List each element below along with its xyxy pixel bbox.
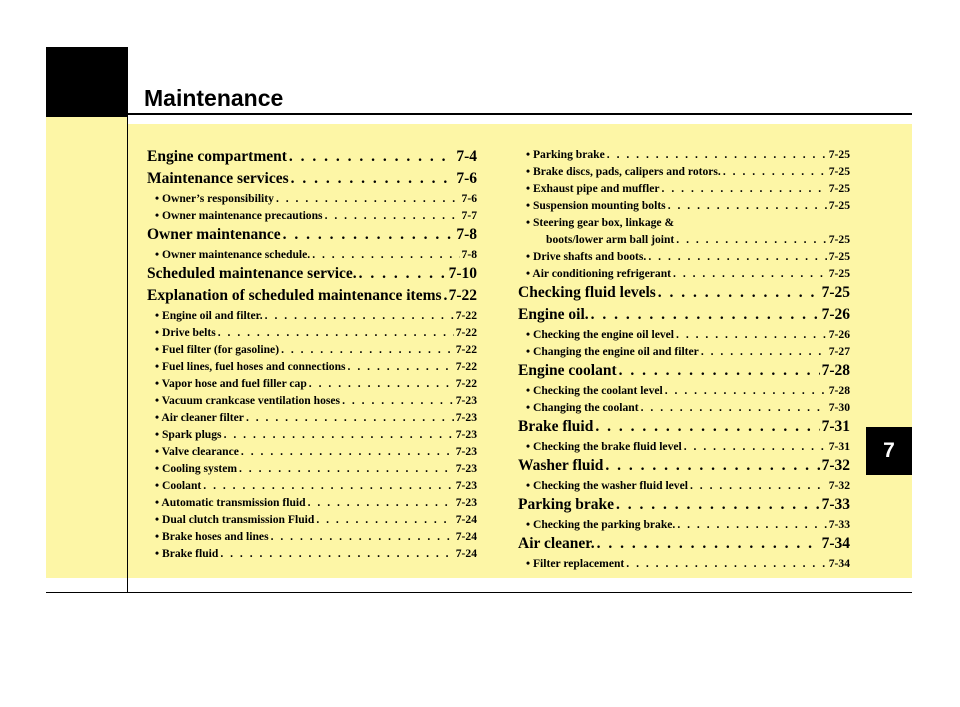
toc-entry-label: • Vapor hose and fuel filler cap xyxy=(155,377,307,390)
toc-entry[interactable] xyxy=(518,304,850,326)
toc-page-number: 7-34 xyxy=(828,557,850,570)
toc-page-number: 7-23 xyxy=(455,496,477,509)
toc-page-number: 7-25 xyxy=(828,165,850,178)
dot-leader xyxy=(626,555,826,572)
dot-leader xyxy=(316,511,453,528)
toc-subentry[interactable] xyxy=(147,307,477,324)
toc-entry[interactable] xyxy=(147,263,477,285)
toc-entry-label: Scheduled maintenance service. xyxy=(147,265,357,282)
toc-page-number: 7-31 xyxy=(821,418,850,435)
toc-entry-label: Explanation of scheduled maintenance items xyxy=(147,287,442,304)
toc-entry-label: • Coolant xyxy=(155,479,202,492)
dot-leader xyxy=(246,409,454,426)
toc-subentry[interactable] xyxy=(147,207,477,224)
toc-entry-label: Maintenance services xyxy=(147,170,289,187)
toc-page-number: 7-33 xyxy=(821,496,850,513)
dot-leader xyxy=(662,180,827,197)
toc-page-number: 7-22 xyxy=(455,309,477,322)
toc-entry[interactable] xyxy=(518,416,850,438)
dot-leader xyxy=(648,248,826,265)
toc-entry-label: • Drive belts xyxy=(155,326,216,339)
toc-page-number: 7-8 xyxy=(461,248,477,261)
toc-entry[interactable] xyxy=(147,224,477,246)
toc-page-number: 7-22 xyxy=(448,287,477,304)
chapter-tab[interactable]: 7 xyxy=(866,427,912,475)
dot-leader xyxy=(308,494,454,511)
dot-leader xyxy=(690,477,827,494)
toc-entry-label: • Vacuum crankcase ventilation hoses xyxy=(155,394,341,407)
toc-entry[interactable] xyxy=(518,494,850,516)
toc-page-number: 7-34 xyxy=(821,535,850,552)
dot-leader xyxy=(684,438,827,455)
dot-leader xyxy=(668,197,827,214)
toc-page-number: 7-33 xyxy=(828,518,850,531)
toc-page-number: 7-23 xyxy=(455,428,477,441)
dot-leader xyxy=(281,341,454,358)
toc-subentry[interactable] xyxy=(518,516,850,533)
toc-page-number: 7-10 xyxy=(448,265,477,282)
toc-entry[interactable] xyxy=(518,533,850,555)
toc-entry-label: • Fuel filter (for gasoline) xyxy=(155,343,280,356)
toc-subentry[interactable] xyxy=(147,511,477,528)
toc-page-number: 7-22 xyxy=(455,377,477,390)
dot-leader xyxy=(676,231,826,248)
toc-entry[interactable] xyxy=(518,282,850,304)
toc-subentry[interactable] xyxy=(518,326,850,343)
toc-page-number: 7-26 xyxy=(821,306,850,323)
dot-leader xyxy=(224,426,454,443)
toc-right-column xyxy=(518,146,850,572)
toc-entry-label: Brake fluid xyxy=(518,418,594,435)
toc-subentry[interactable] xyxy=(518,343,850,360)
toc-entry-label: Washer fluid xyxy=(518,457,604,474)
dot-leader xyxy=(271,528,454,545)
title-rule xyxy=(128,113,912,115)
toc-left-column xyxy=(147,146,477,562)
dot-leader xyxy=(595,416,819,438)
dot-leader xyxy=(641,399,827,416)
dot-leader xyxy=(701,343,827,360)
toc-page-number: 7-25 xyxy=(821,284,850,301)
page-title: Maintenance xyxy=(144,85,284,111)
dot-leader xyxy=(619,360,820,382)
toc-page-number: 7-25 xyxy=(828,199,850,212)
toc-page-number: 7-8 xyxy=(456,226,477,243)
toc-entry-label: • Checking the brake fluid level xyxy=(526,440,682,453)
toc-entry[interactable] xyxy=(518,455,850,477)
toc-subentry[interactable]: • Steering gear box, linkage & xyxy=(526,216,675,229)
dot-leader xyxy=(605,455,819,477)
toc-page-number: 7-24 xyxy=(455,547,477,560)
toc-subentry[interactable] xyxy=(518,438,850,455)
dot-leader xyxy=(241,443,454,460)
dot-leader xyxy=(283,224,455,246)
dot-leader xyxy=(220,545,453,562)
toc-entry-label: Checking fluid levels xyxy=(518,284,656,301)
toc-entry-label: • Brake fluid xyxy=(155,547,219,560)
dot-leader xyxy=(289,146,454,168)
dot-leader xyxy=(607,146,827,163)
toc-entry-label: • Valve clearance xyxy=(155,445,239,458)
toc-entry-label: boots/lower arm ball joint xyxy=(546,233,675,246)
dot-leader xyxy=(348,358,454,375)
toc-page-number: 7-24 xyxy=(455,513,477,526)
toc-page-number: 7-6 xyxy=(456,170,477,187)
dot-leader xyxy=(723,163,827,180)
toc-entry-label: • Air cleaner filter xyxy=(155,411,244,424)
toc-entry[interactable] xyxy=(147,146,477,168)
toc-subentry[interactable] xyxy=(147,341,477,358)
toc-entry-label: Owner maintenance xyxy=(147,226,281,243)
toc-entry-label: • Brake discs, pads, calipers and rotors. xyxy=(526,165,721,178)
toc-entry-label: • Brake hoses and lines xyxy=(155,530,269,543)
dot-leader xyxy=(673,265,827,282)
dot-leader xyxy=(359,263,447,285)
dot-leader xyxy=(342,392,454,409)
toc-subentry[interactable] xyxy=(147,460,477,477)
toc-entry-label: • Changing the coolant xyxy=(526,401,639,414)
toc-subentry[interactable] xyxy=(147,528,477,545)
toc-subentry[interactable] xyxy=(518,231,850,248)
dot-leader xyxy=(444,285,447,307)
toc-page-number: 7-23 xyxy=(455,394,477,407)
dot-leader xyxy=(665,382,827,399)
toc-entry-label: • Owner’s responsibility xyxy=(155,192,274,205)
toc-entry-label: • Air conditioning refrigerant xyxy=(526,267,672,280)
toc-entry-label: • Filter replacement xyxy=(526,557,625,570)
toc-page-number: 7-32 xyxy=(821,457,850,474)
dot-leader xyxy=(591,304,820,326)
dot-leader xyxy=(616,494,820,516)
toc-subentry[interactable] xyxy=(147,392,477,409)
toc-entry-label: • Checking the engine oil level xyxy=(526,328,675,341)
dot-leader xyxy=(312,246,459,263)
toc-subentry[interactable] xyxy=(147,494,477,511)
dot-leader xyxy=(291,168,455,190)
dot-leader xyxy=(239,460,454,477)
toc-subentry[interactable] xyxy=(518,555,850,572)
toc-subentry[interactable] xyxy=(147,443,477,460)
toc-subentry[interactable] xyxy=(518,399,850,416)
toc-entry-label: • Spark plugs xyxy=(155,428,222,441)
dot-leader xyxy=(309,375,454,392)
toc-subentry[interactable] xyxy=(518,265,850,282)
toc-entry-label: • Drive shafts and boots. xyxy=(526,250,647,263)
toc-subentry[interactable] xyxy=(518,146,850,163)
vertical-divider xyxy=(127,117,128,592)
toc-entry-label: • Checking the coolant level xyxy=(526,384,663,397)
dot-leader xyxy=(676,326,827,343)
toc-subentry[interactable] xyxy=(147,409,477,426)
toc-entry-label: • Owner maintenance precautions xyxy=(155,209,323,222)
toc-page-number: 7-28 xyxy=(821,362,850,379)
dot-leader xyxy=(276,190,460,207)
toc-subentry[interactable] xyxy=(147,246,477,263)
toc-page-number: 7-28 xyxy=(828,384,850,397)
toc-entry-label: • Engine oil and filter. xyxy=(155,309,263,322)
toc-page-number: 7-31 xyxy=(828,440,850,453)
toc-entry-label: Air cleaner. xyxy=(518,535,595,552)
toc-entry[interactable] xyxy=(147,168,477,190)
dot-leader xyxy=(677,516,826,533)
toc-page-number: 7-7 xyxy=(461,209,477,222)
toc-entry[interactable] xyxy=(518,360,850,382)
toc-entry-label: • Changing the engine oil and filter xyxy=(526,345,699,358)
toc-entry[interactable] xyxy=(147,285,477,307)
toc-subentry[interactable] xyxy=(147,426,477,443)
chapter-header-block xyxy=(46,47,128,117)
toc-entry-label: Parking brake xyxy=(518,496,615,513)
toc-entry-label: • Automatic transmission fluid xyxy=(155,496,306,509)
toc-entry-label: • Checking the parking brake. xyxy=(526,518,676,531)
toc-page-number: 7-25 xyxy=(828,250,850,263)
bottom-rule xyxy=(46,592,912,593)
toc-page-number: 7-23 xyxy=(455,445,477,458)
toc-entry-label: Engine compartment xyxy=(147,148,287,165)
toc-page-number: 7-25 xyxy=(828,182,850,195)
dot-leader xyxy=(597,533,820,555)
toc-subentry[interactable] xyxy=(147,358,477,375)
toc-subentry[interactable] xyxy=(147,190,477,207)
toc-page-number: 7-22 xyxy=(455,326,477,339)
toc-page-number: 7-25 xyxy=(828,148,850,161)
dot-leader xyxy=(203,477,453,494)
side-margin-panel xyxy=(46,117,128,578)
toc-page-number: 7-30 xyxy=(828,401,850,414)
toc-subentry[interactable] xyxy=(518,477,850,494)
toc-entry-label: Engine coolant xyxy=(518,362,617,379)
toc-subentry[interactable] xyxy=(518,197,850,214)
toc-entry-label: • Suspension mounting bolts xyxy=(526,199,666,212)
toc-subentry[interactable] xyxy=(147,477,477,494)
toc-entry-label: • Dual clutch transmission Fluid xyxy=(155,513,315,526)
toc-entry-label: • Exhaust pipe and muffler xyxy=(526,182,660,195)
toc-page-number: 7-6 xyxy=(461,192,477,205)
dot-leader xyxy=(325,207,460,224)
toc-page-number: 7-23 xyxy=(455,462,477,475)
toc-page-number: 7-26 xyxy=(828,328,850,341)
toc-entry-label: • Owner maintenance schedule. xyxy=(155,248,311,261)
toc-subentry[interactable] xyxy=(147,375,477,392)
toc-page-number: 7-4 xyxy=(456,148,477,165)
toc-page-number: 7-27 xyxy=(828,345,850,358)
toc-subentry[interactable] xyxy=(147,324,477,341)
dot-leader xyxy=(265,307,454,324)
toc-page-number: 7-22 xyxy=(455,343,477,356)
toc-page-number: 7-23 xyxy=(455,479,477,492)
dot-leader xyxy=(658,282,820,304)
toc-subentry[interactable] xyxy=(518,248,850,265)
toc-entry-label: • Fuel lines, fuel hoses and connections xyxy=(155,360,346,373)
toc-page-number: 7-25 xyxy=(828,267,850,280)
toc-page-number: 7-23 xyxy=(455,411,477,424)
toc-subentry[interactable] xyxy=(518,180,850,197)
toc-page-number: 7-25 xyxy=(828,233,850,246)
toc-page-number: 7-32 xyxy=(828,479,850,492)
toc-page-number: 7-22 xyxy=(455,360,477,373)
toc-page-number: 7-24 xyxy=(455,530,477,543)
toc-entry-label: • Parking brake xyxy=(526,148,605,161)
toc-entry-label: Engine oil. xyxy=(518,306,589,323)
toc-subentry[interactable] xyxy=(518,382,850,399)
toc-entry-label: • Cooling system xyxy=(155,462,237,475)
toc-entry-label: • Checking the washer fluid level xyxy=(526,479,688,492)
toc-subentry[interactable] xyxy=(147,545,477,562)
toc-subentry[interactable] xyxy=(518,163,850,180)
dot-leader xyxy=(218,324,454,341)
